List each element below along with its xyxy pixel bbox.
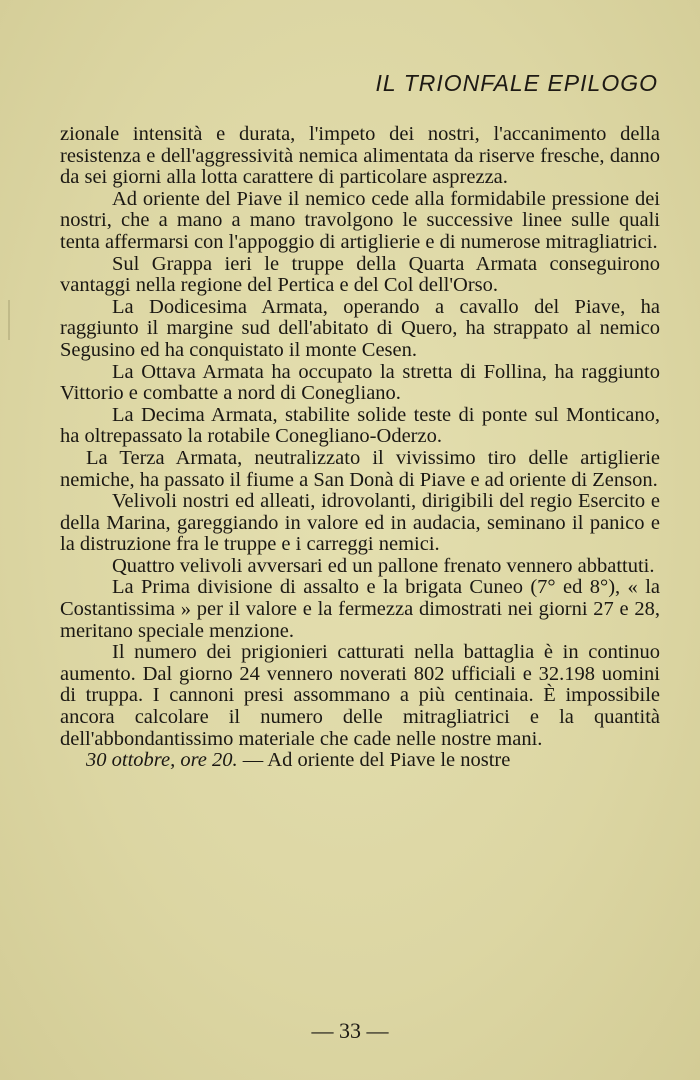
paragraph: La Dodicesima Armata, operando a cavallo del Piave, ha raggiunto il margine sud dell'abitato di Quero, ha strappato al nemico Segusino ed ha conquistato il monte Cesen. [60,295,660,361]
running-header: IL TRIONFALE EPILOGO [375,70,658,96]
page-number: — 33 — [311,1018,389,1043]
body-text [60,124,660,772]
paragraph: Il numero dei prigionieri catturati nella battaglia è in continuo aumento. Dal giorno 24 vennero noverati 802 ufficiali e 32.198 uomini di truppa. I cannoni presi assommano a più centinaia. È impossibile ancora calcolare il numero delle mitragliatrici e la quantità dell'abbondantissimo materiale che cade nelle nostre mani. [60,641,660,750]
dated-paragraph [60,750,660,772]
page-edge-mark [8,300,10,340]
paragraph: La Prima divisione di assalto e la brigata Cuneo (7° ed 8°), « la Costantissima » per il valore e la fermezza dimostrati nei giorni 27 e 28, meritano speciale menzione. [60,576,660,642]
paragraph: La Decima Armata, stabilite solide teste di ponte sul Monticano, ha oltrepassato la rotabile Conegliano-Oderzo. [60,403,660,448]
paragraph: Sul Grappa ieri le truppe della Quarta Armata conseguirono vantaggi nella regione del Pertica e del Col dell'Orso. [60,252,660,297]
paragraph-text: — Ad oriente del Piave le nostre [237,749,511,772]
paragraph: La Ottava Armata ha occupato la stretta di Follina, ha raggiunto Vittorio e combatte a nord di Conegliano. [60,360,660,405]
paragraph: Ad oriente del Piave il nemico cede alla formidabile pressione dei nostri, che a mano a mano travolgono le successive linee sulle quali tenta affermarsi con l'appoggio di artiglierie e di numerose mitragliatrici. [60,187,660,253]
paragraph: zionale intensità e durata, l'impeto dei nostri, l'accanimento della resistenza e dell'aggressività nemica alimentata da riserve fresche, danno da sei giorni alla lotta carattere di particolare asprezza. [60,123,660,189]
date-italic: 30 ottobre, ore 20. [86,749,238,772]
paragraph: Quattro velivoli avversari ed un pallone frenato vennero abbattuti. [112,554,655,577]
paragraph: La Terza Armata, neutralizzato il vivissimo tiro delle artiglierie nemiche, ha passato il fiume a San Donà di Piave e ad oriente di Zenson. [60,446,660,491]
paragraph: Velivoli nostri ed alleati, idrovolanti, dirigibili del regio Esercito e della Marina, gareggiando in valore ed in audacia, seminano il panico e la distruzione fra le truppe e i carreggi nemici. [60,490,660,556]
